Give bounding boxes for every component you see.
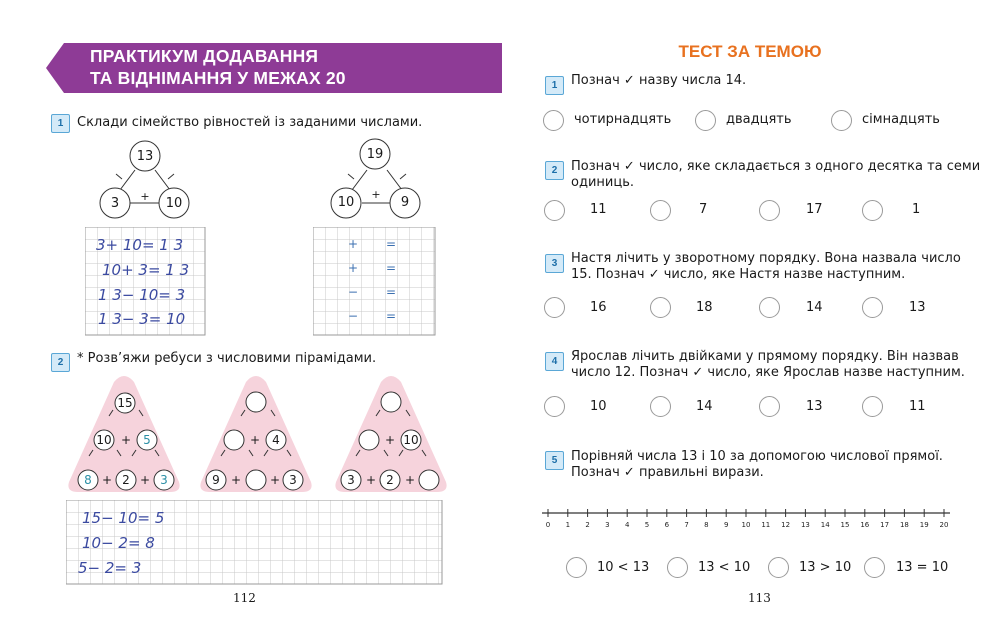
equation-4: 1 3− 3= 10 xyxy=(98,310,186,328)
pyramid-2-bottom-3: 3 xyxy=(289,473,297,487)
family-2-left: 10 xyxy=(337,195,355,210)
number-line-label: 3 xyxy=(605,521,610,529)
radio-q2-option-4[interactable] xyxy=(862,200,883,221)
radio-q5-option-3[interactable] xyxy=(768,557,789,578)
radio-q5-option-1[interactable] xyxy=(566,557,587,578)
pyramid-2-plus-2: + xyxy=(269,473,281,487)
family-1-sign: + xyxy=(140,190,150,203)
q2-option-4-label: 1 xyxy=(912,202,921,217)
pyramid-1-bottom-2: 2 xyxy=(122,473,130,487)
q5-option-3-label: 13 > 10 xyxy=(799,560,852,575)
number-line-label: 4 xyxy=(624,521,630,529)
pyramid-1-plus-1: + xyxy=(101,473,113,487)
radio-q4-option-1[interactable] xyxy=(544,396,565,417)
question-number-badge: 2 xyxy=(545,161,564,180)
q4-option-4-label: 11 xyxy=(909,399,926,414)
pyramid-1-bottom-3: 3 xyxy=(160,473,168,487)
grid-2-sign-6: = xyxy=(386,285,397,299)
q3-option-3-label: 14 xyxy=(806,300,823,315)
question-3-text-line-2: 15. Познач ✓ число, яке Настя назве наступним. xyxy=(571,267,906,282)
pyramid-1-mid-left: 10 xyxy=(96,433,112,447)
pyramid-2-plus-1: + xyxy=(230,473,242,487)
radio-q3-option-2[interactable] xyxy=(650,297,671,318)
number-line-label: 17 xyxy=(880,521,890,529)
question-1-text: Познач ✓ назву числа 14. xyxy=(571,73,747,88)
number-line-label: 14 xyxy=(820,521,830,529)
question-2-text-line-1: Познач ✓ число, яке складається з одного десятка та семи xyxy=(571,159,981,174)
radio-q5-option-2[interactable] xyxy=(667,557,688,578)
pyramid-3-bottom-2: 2 xyxy=(386,473,394,487)
q1-option-1-label: чотирнадцять xyxy=(574,112,672,127)
number-line-label: 18 xyxy=(899,521,909,529)
family-2-sign: + xyxy=(371,188,381,201)
question-5-text-line-1: Порівняй числа 13 і 10 за допомогою числової прямої. xyxy=(571,449,943,464)
grid-2-sign-7: − xyxy=(348,309,359,323)
family-1-left: 3 xyxy=(110,196,120,211)
pyramid-3-plus-1: + xyxy=(365,473,377,487)
grid-2-sign-1: + xyxy=(348,237,359,251)
question-number-badge: 5 xyxy=(545,451,564,470)
radio-q4-option-4[interactable] xyxy=(862,396,883,417)
q2-option-1-label: 11 xyxy=(590,202,607,217)
page-number-right: 113 xyxy=(748,591,771,605)
pyramid-2-bottom-1: 9 xyxy=(212,473,220,487)
q5-option-1-label: 10 < 13 xyxy=(597,560,650,575)
number-line-label: 5 xyxy=(644,521,650,529)
task-1-instruction: Склади сімейство рівностей із заданими числами. xyxy=(77,115,423,130)
number-line-label: 16 xyxy=(860,521,870,529)
radio-q1-option-1[interactable] xyxy=(543,110,564,131)
equation-1: 3+ 10= 1 3 xyxy=(96,236,184,254)
number-line-label: 19 xyxy=(919,521,929,529)
number-line-label: 8 xyxy=(704,521,709,529)
pyramid-2-plus-mid: + xyxy=(249,433,261,447)
number-line xyxy=(538,505,958,533)
q5-option-4-label: 13 = 10 xyxy=(896,560,949,575)
task-number-badge: 1 xyxy=(51,114,70,133)
number-line-label: 7 xyxy=(684,521,689,529)
q5-option-2-label: 13 < 10 xyxy=(698,560,751,575)
pyramid-solution-2: 10− 2= 8 xyxy=(82,534,155,552)
task-2-instruction: * Розв’яжи ребуси з числовими пірамідами. xyxy=(77,351,377,366)
radio-q2-option-1[interactable] xyxy=(544,200,565,221)
radio-q5-option-4[interactable] xyxy=(864,557,885,578)
equation-3: 1 3− 10= 3 xyxy=(98,286,186,304)
question-5-text-line-2: Познач ✓ правильні вирази. xyxy=(571,465,764,480)
grid-2-sign-3: + xyxy=(348,261,359,275)
pyramid-solution-3: 5− 2= 3 xyxy=(78,559,142,577)
radio-q1-option-3[interactable] xyxy=(831,110,852,131)
number-line-label: 11 xyxy=(761,521,771,529)
radio-q3-option-4[interactable] xyxy=(862,297,883,318)
family-2-right: 9 xyxy=(400,195,410,210)
question-4-text-line-2: число 12. Познач ✓ число, яке Ярослав назве наступним. xyxy=(571,365,965,380)
q3-option-2-label: 18 xyxy=(696,300,713,315)
q4-option-1-label: 10 xyxy=(590,399,607,414)
equation-2: 10+ 3= 1 3 xyxy=(102,261,190,279)
test-title: ТЕСТ ЗА ТЕМОЮ xyxy=(678,42,822,61)
grid-2-sign-8: = xyxy=(386,309,397,323)
q3-option-1-label: 16 xyxy=(590,300,607,315)
pyramid-solution-1: 15− 10= 5 xyxy=(82,509,165,527)
q3-option-4-label: 13 xyxy=(909,300,926,315)
pyramid-1-top: 15 xyxy=(117,396,133,410)
radio-q1-option-2[interactable] xyxy=(695,110,716,131)
number-line-label: 6 xyxy=(664,521,670,529)
pyramid-3-mid-right: 10 xyxy=(403,433,419,447)
pyramid-1-bottom-1: 8 xyxy=(84,473,92,487)
number-line-label: 2 xyxy=(585,521,590,529)
pyramid-1-mid-right: 5 xyxy=(143,433,151,447)
page-title: ПРАКТИКУМ ДОДАВАННЯ ТА ВІДНІМАННЯ У МЕЖАХ 20 xyxy=(90,46,346,88)
q2-option-3-label: 17 xyxy=(806,202,823,217)
q4-option-3-label: 13 xyxy=(806,399,823,414)
family-1-right: 10 xyxy=(165,196,183,211)
radio-q4-option-2[interactable] xyxy=(650,396,671,417)
q1-option-3-label: сімнадцять xyxy=(862,112,940,127)
page-number-left: 112 xyxy=(233,591,256,605)
q4-option-2-label: 14 xyxy=(696,399,713,414)
radio-q3-option-3[interactable] xyxy=(759,297,780,318)
family-1-top: 13 xyxy=(136,149,154,164)
number-line-label: 0 xyxy=(545,521,551,529)
q2-option-2-label: 7 xyxy=(699,202,708,217)
grid-2-sign-4: = xyxy=(386,261,397,275)
number-line-label: 20 xyxy=(939,521,949,529)
pyramid-1-plus-mid: + xyxy=(120,433,132,447)
question-2-text-line-2: одиниць. xyxy=(571,175,634,190)
question-3-text-line-1: Настя лічить у зворотному порядку. Вона назвала число xyxy=(571,251,961,266)
number-line-label: 10 xyxy=(741,521,751,529)
radio-q2-option-3[interactable] xyxy=(759,200,780,221)
grid-2-sign-5: − xyxy=(348,285,359,299)
question-number-badge: 4 xyxy=(545,352,564,371)
task-number-badge: 2 xyxy=(51,353,70,372)
question-number-badge: 1 xyxy=(545,76,564,95)
family-2-top: 19 xyxy=(366,147,384,162)
question-4-text-line-1: Ярослав лічить двійками у прямому порядку. Він назвав xyxy=(571,349,959,364)
number-line-label: 9 xyxy=(723,521,729,529)
grid-2-sign-2: = xyxy=(386,237,397,251)
q1-option-2-label: двадцять xyxy=(726,112,792,127)
number-line-label: 12 xyxy=(781,521,791,529)
pyramid-1-plus-2: + xyxy=(139,473,151,487)
writing-grid-2 xyxy=(313,227,437,337)
radio-q4-option-3[interactable] xyxy=(759,396,780,417)
number-line-label: 15 xyxy=(840,521,850,529)
number-line-label: 13 xyxy=(800,521,810,529)
pyramid-3-plus-2: + xyxy=(404,473,416,487)
number-line-label: 1 xyxy=(565,521,571,529)
pyramid-3-plus-mid: + xyxy=(384,433,396,447)
pyramid-3-bottom-1: 3 xyxy=(347,473,355,487)
question-number-badge: 3 xyxy=(545,254,564,273)
radio-q3-option-1[interactable] xyxy=(544,297,565,318)
radio-q2-option-2[interactable] xyxy=(650,200,671,221)
pyramid-2-mid-right: 4 xyxy=(272,433,280,447)
